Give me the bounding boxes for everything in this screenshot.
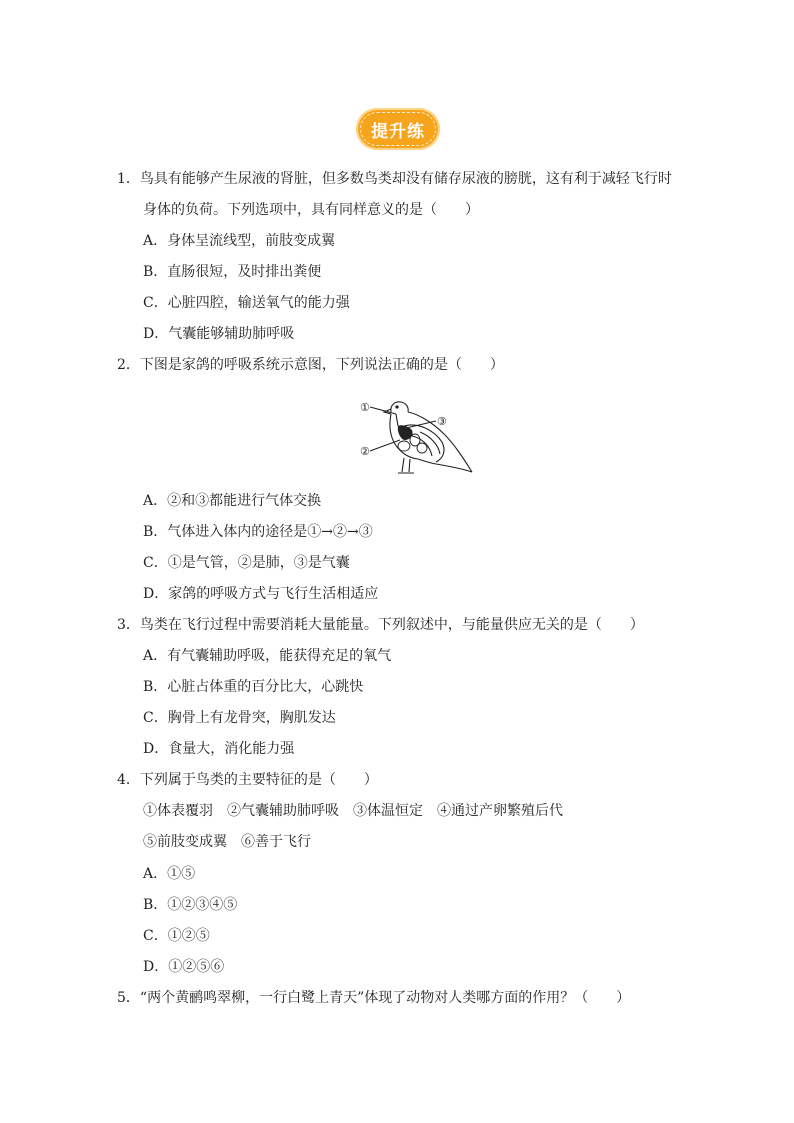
question-1-stem-line-1: 1．鸟具有能够产生尿液的肾脏，但多数鸟类却没有储存尿液的膀胱，这有利于减轻飞行时 <box>117 171 672 187</box>
question-1-option-d[interactable]: D．气囊能够辅助肺呼吸 <box>143 326 295 342</box>
question-5-stem: 5．“两个黄鹂鸣翠柳，一行白鹭上青天”体现了动物对人类哪方面的作用？（ ） <box>117 990 631 1006</box>
question-2-stem: 2．下图是家鸽的呼吸系统示意图，下列说法正确的是（ ） <box>117 357 504 373</box>
question-2-option-a[interactable]: A．②和③都能进行气体交换 <box>143 493 322 509</box>
question-3-option-a[interactable]: A．有气囊辅助呼吸，能获得充足的氧气 <box>143 648 392 664</box>
section-badge-label: 提升练 <box>360 112 436 146</box>
question-4-option-d[interactable]: D．①②⑤⑥ <box>143 959 225 975</box>
pigeon-respiratory-diagram <box>360 396 475 478</box>
question-3-option-c[interactable]: C．胸骨上有龙骨突，胸肌发达 <box>143 710 336 726</box>
question-1-option-c[interactable]: C．心脏四腔，输送氧气的能力强 <box>143 295 350 311</box>
question-4-stem: 4．下列属于鸟类的主要特征的是（ ） <box>117 772 378 788</box>
question-3-option-b[interactable]: B．心脏占体重的百分比大，心跳快 <box>143 679 364 695</box>
question-4-option-a[interactable]: A．①⑤ <box>143 866 196 882</box>
section-badge <box>356 108 440 150</box>
question-2-option-b[interactable]: B．气体进入体内的途径是①→②→③ <box>143 524 373 540</box>
figure-label-1: ① <box>360 401 370 414</box>
figure-label-2: ② <box>360 445 370 458</box>
question-1-option-b[interactable]: B．直肠很短，及时排出粪便 <box>143 264 322 280</box>
question-2-option-c[interactable]: C．①是气管，②是肺，③是气囊 <box>143 555 350 571</box>
question-4-statements-line-1: ①体表覆羽 ②气囊辅助肺呼吸 ③体温恒定 ④通过产卵繁殖后代 <box>143 803 563 819</box>
figure-label-3: ③ <box>437 415 447 428</box>
question-1-option-a[interactable]: A．身体呈流线型，前肢变成翼 <box>143 233 336 249</box>
question-2-option-d[interactable]: D．家鸽的呼吸方式与飞行生活相适应 <box>143 586 379 602</box>
question-1-stem-line-2: 身体的负荷。下列选项中，具有同样意义的是（ ） <box>143 202 479 218</box>
question-4-statements-line-2: ⑤前肢变成翼 ⑥善于飞行 <box>143 834 311 850</box>
question-4-option-b[interactable]: B．①②③④⑤ <box>143 897 238 913</box>
question-3-stem: 3．鸟类在飞行过程中需要消耗大量能量。下列叙述中，与能量供应无关的是（ ） <box>117 617 644 633</box>
question-4-option-c[interactable]: C．①②⑤ <box>143 928 210 944</box>
question-3-option-d[interactable]: D．食量大，消化能力强 <box>143 741 295 757</box>
